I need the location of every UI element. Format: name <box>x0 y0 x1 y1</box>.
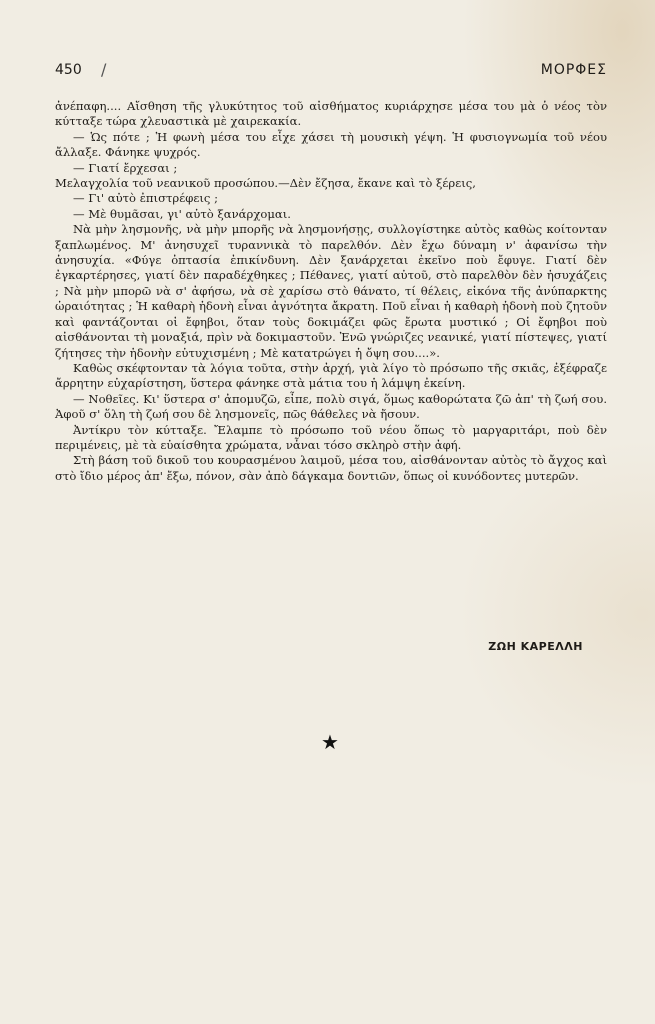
paragraph: Νὰ μὴν λησμονῆς, νὰ μὴν μπορῆς νὰ λησμονήσῃς, συλλογίστηκε αὐτὸς καθὼς κοίτονταν ξαπλωμένος. Μ' ἀνησυχεῖ τυραννικὰ τὸ παρελθόν. Δὲν ἔχω δύναμη ν' ἀφανίσω τὴν ἀνησυχία. «Φύγε ὀπτασία ἐπικίνδυνη. Δὲν ξανάρχεται ἐκεῖνο ποὺ ἔφυγε. Γιατί δὲν ἐγκαρτέρησες, γιατί δὲν παραδέχθηκες ; Πέθανες, γιατί αὐτοῦ, στὸ παρελθὸν δὲν ἡσυχάζεις ; Νὰ μὴν μπορῶ νὰ σ' ἀφήσω, νὰ σὲ χαρίσω στὸ θάνατο, τί θέλεις, εἰκόνα τῆς ἀνύπαρκτης ὡραιότητας ; Ἡ καθαρὴ ἡδονὴ εἶναι ἀγνότητα ἄκρατη. Ποῦ εἶναι ἡ καθαρὴ ἡδονὴ ποὺ ζητοῦν καὶ φαντάζονται οἱ ἔφηβοι, ὅταν τοὺς δοκιμάζει φῶς ἔρωτα μυστικό ; Οἱ ἔφηβοι ποὺ αἰσθάνονται τὴ μοναξιά, πρὶν νὰ δοκιμαστοῦν. Ἐνῶ γνώριζες νεανικέ, γιατί πίστεψες, γιατί ζήτησες τὴν ἡδονὴν εὐτυχισμένη ; Μὲ κατατρώγει ἡ ὄψη σου....». <box>55 222 607 360</box>
paragraph: — Ὡς πότε ; Ἡ φωνὴ μέσα του εἶχε χάσει τὴ μουσικὴ γέψη. Ἡ φυσιογνωμία τοῦ νέου ἄλλαξε. Φάνηκε ψυχρός. <box>55 129 607 160</box>
article-body <box>55 99 607 484</box>
page-number: 450 <box>55 62 82 78</box>
author-signature: ΖΩΗ ΚΑΡΕΛΛΗ <box>488 640 583 653</box>
star-icon: ★ <box>321 730 339 754</box>
paragraph: — Γι' αὐτὸ ἐπιστρέφεις ; <box>73 191 218 206</box>
journal-title: ΜΟΡΦΕΣ <box>540 62 607 78</box>
paragraph: Ἀντίκρυ τὸν κύτταξε. Ἔλαμπε τὸ πρόσωπο τοῦ νέου ὅπως τὸ μαργαριτάρι, ποὺ δὲν περιμένεις, μὲ τὰ εὐαίσθητα χρώματα, νἆναι τόσο σκληρὸ στὴν ἀφή. <box>55 422 607 452</box>
paragraph: ἀνέπαφη.... Αἴσθηση τῆς γλυκύτητος τοῦ αἰσθήματος κυριάρχησε μέσα του μὰ ὁ νέος τὸν κύτταξε τώρα χλευαστικὰ μὲ χαιρεκακία. <box>55 99 607 129</box>
paragraph: Μελαγχολία τοῦ νεανικοῦ προσώπου.—Δὲν ἔζησα, ἔκανε καὶ τὸ ξέρεις, <box>55 176 476 191</box>
paragraph: Καθὼς σκέφτονταν τὰ λόγια τοῦτα, στὴν ἀρχή, γιὰ λίγο τὸ πρόσωπο τῆς σκιᾶς, ἐξέφραζε ἄρρητην εὐχαρίστηση, ὕστερα φάνηκε στὰ μάτια του ἡ λάμψη ἐκείνη. <box>55 360 607 391</box>
slash-mark: / <box>101 60 107 79</box>
page-header <box>55 62 607 82</box>
paragraph: — Γιατί ἔρχεσαι ; <box>73 160 178 175</box>
paragraph: Στὴ βάση τοῦ δικοῦ του κουρασμένου λαιμοῦ, μέσα του, αἰσθάνονταν αὐτὸς τὸ ἄγχος καὶ στὸ ἴδιο μέρος ἀπ' ἔξω, πόνον, σὰν ἀπὸ δάγκαμα δοντιῶν, ὅπως οἱ κυνόδοντες μυτερῶν. <box>55 453 607 483</box>
paragraph: — Μὲ θυμᾶσαι, γι' αὐτὸ ξανάρχομαι. <box>73 206 291 221</box>
paragraph: — Νοθεῖες. Κι' ὕστερα σ' ἀπομυζῶ, εἶπε, πολὺ σιγά, ὅμως καθορώτατα ζῶ ἀπ' τὴ ζωή σου. Ἀφοῦ σ' ὅλη τὴ ζωή σου δὲ λησμονεῖς, πῶς θάθελες νὰ ἤσουν. <box>55 391 607 422</box>
